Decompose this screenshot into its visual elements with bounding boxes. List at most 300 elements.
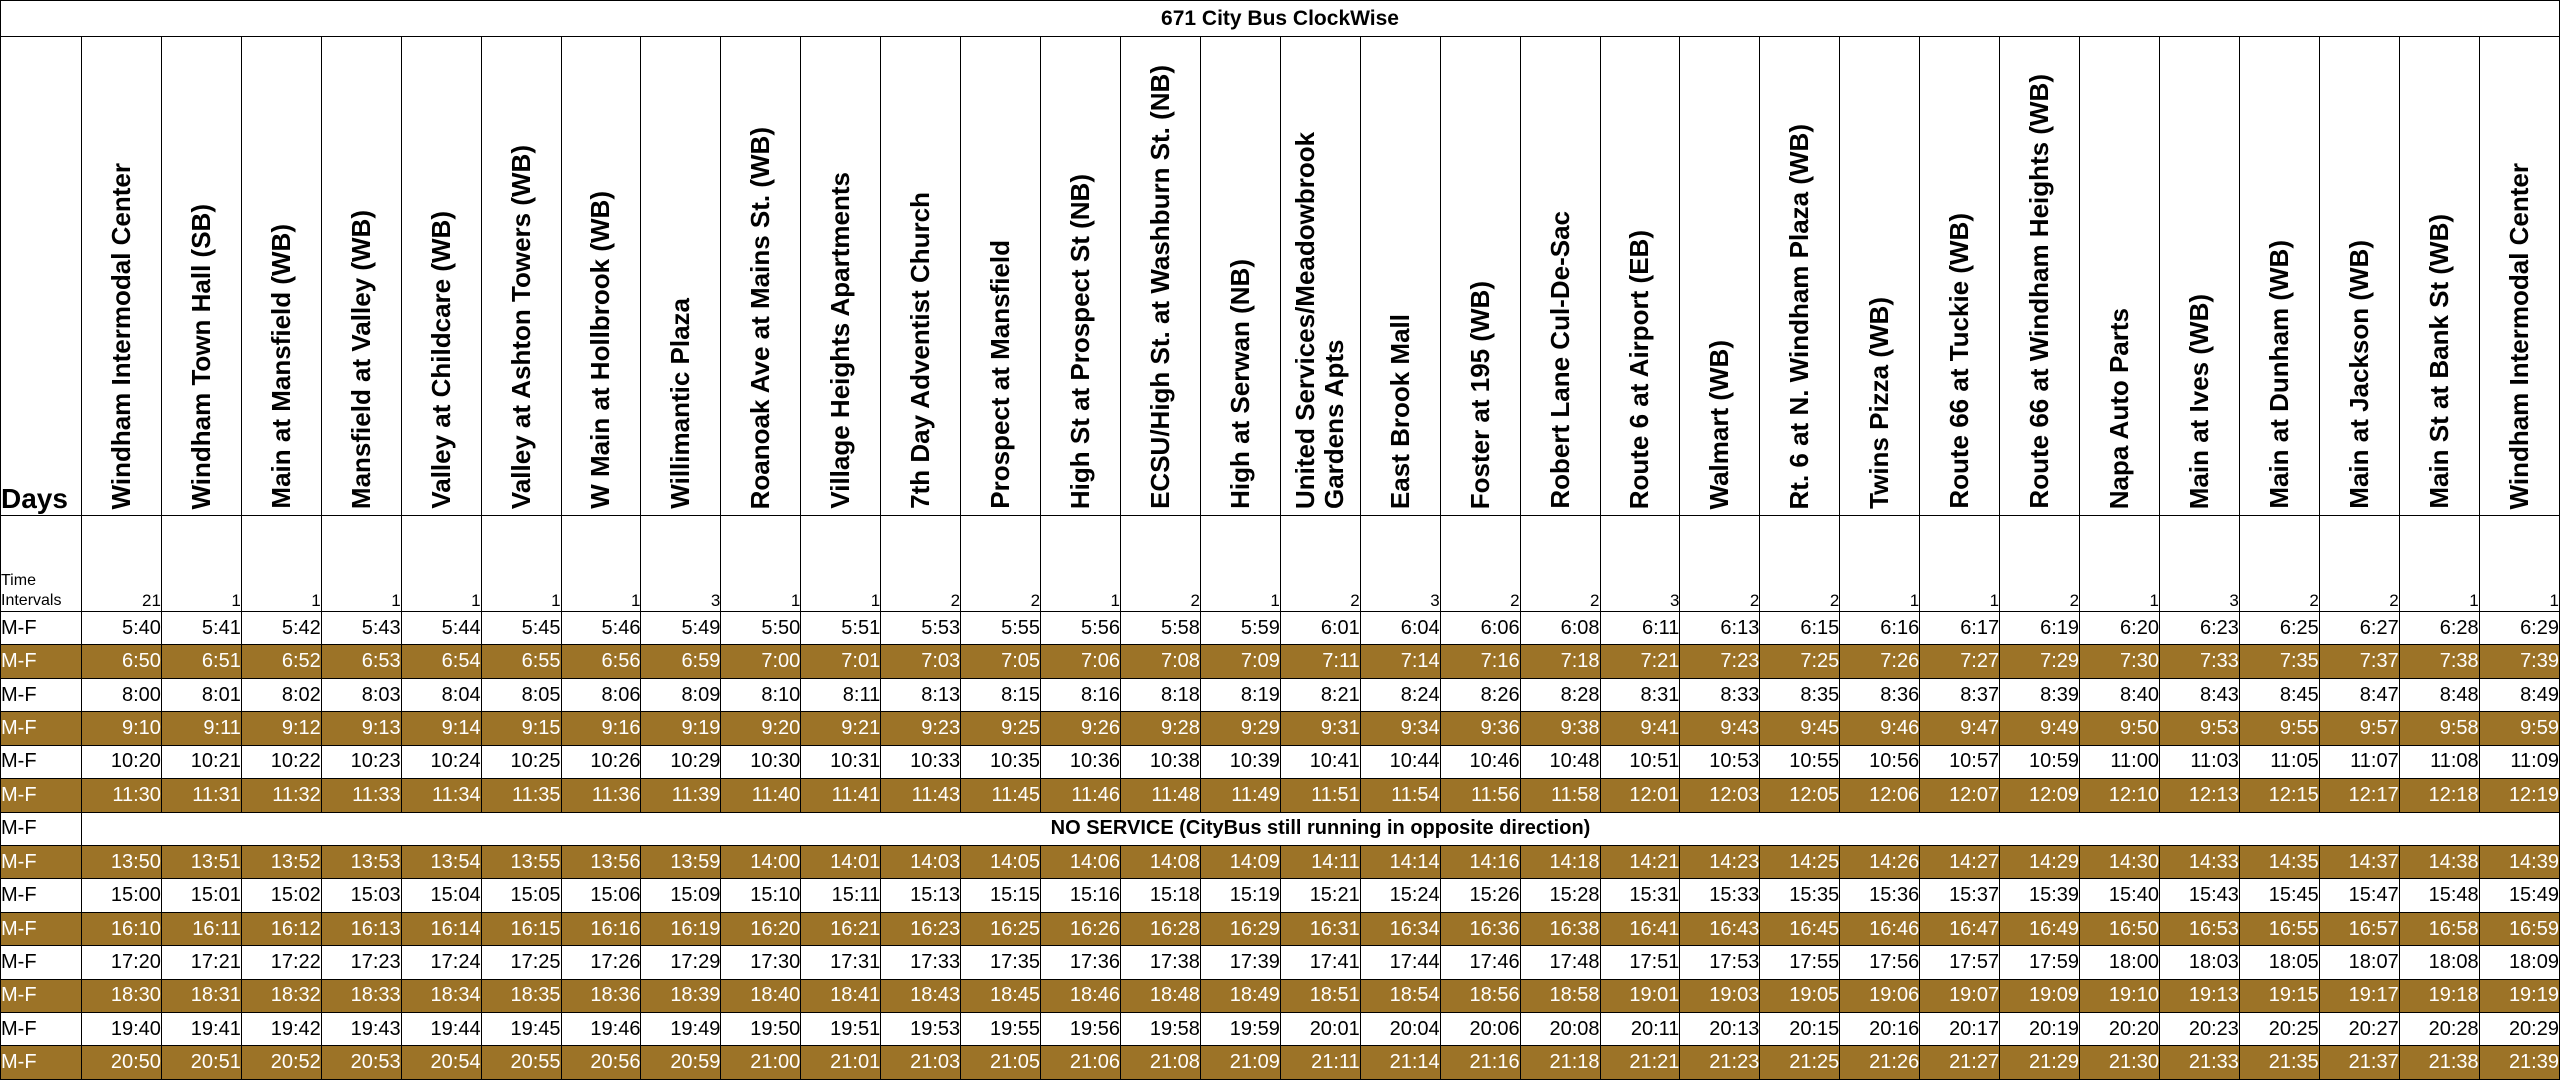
trip-time: 11:51 [1280, 779, 1360, 812]
trip-time: 10:26 [561, 745, 641, 778]
trip-time: 20:27 [2319, 1013, 2399, 1046]
trip-time: 19:06 [1840, 979, 1920, 1012]
trip-time: 16:29 [1200, 912, 1280, 945]
trip-time: 20:29 [2479, 1013, 2559, 1046]
trip-time: 13:51 [161, 845, 241, 878]
trip-time: 20:59 [641, 1046, 721, 1080]
trip-time: 10:22 [241, 745, 321, 778]
trip-time: 20:17 [1920, 1013, 2000, 1046]
trip-time: 5:53 [881, 612, 961, 645]
trip-time: 10:57 [1920, 745, 2000, 778]
time-interval-value: 3 [1600, 516, 1680, 612]
trip-time: 21:26 [1840, 1046, 1920, 1080]
trip-time: 15:15 [961, 879, 1041, 912]
stop-header [1840, 37, 1920, 516]
trip-time: 15:45 [2239, 879, 2319, 912]
stop-name: Route 6 at Airport (EB) [1624, 229, 1655, 509]
trip-time: 20:52 [241, 1046, 321, 1080]
trip-time: 10:24 [401, 745, 481, 778]
trip-day: M-F [1, 645, 82, 678]
stop-name: Main at Dunham (WB) [2263, 240, 2294, 509]
trip-time: 14:30 [2080, 845, 2160, 878]
trip-time: 15:31 [1600, 879, 1680, 912]
trip-time: 6:17 [1920, 612, 2000, 645]
trip-time: 9:59 [2479, 712, 2559, 745]
trip-time: 7:23 [1680, 645, 1760, 678]
trip-row [1, 678, 2560, 711]
trip-time: 17:48 [1520, 946, 1600, 979]
stop-header [1760, 37, 1840, 516]
trip-time: 17:24 [401, 946, 481, 979]
trip-time: 20:04 [1360, 1013, 1440, 1046]
trip-time: 8:40 [2080, 678, 2160, 711]
trip-time: 8:21 [1280, 678, 1360, 711]
trip-time: 21:11 [1280, 1046, 1360, 1080]
time-interval-value: 2 [1680, 516, 1760, 612]
trip-time: 8:05 [481, 678, 561, 711]
stop-header [2319, 37, 2399, 516]
time-interval-value: 2 [961, 516, 1041, 612]
trip-time: 16:20 [721, 912, 801, 945]
trip-time: 8:49 [2479, 678, 2559, 711]
trip-time: 13:50 [82, 845, 162, 878]
trip-time: 17:33 [881, 946, 961, 979]
trip-time: 20:19 [2000, 1013, 2080, 1046]
time-interval-value: 1 [801, 516, 881, 612]
trip-time: 6:55 [481, 645, 561, 678]
trip-time: 8:10 [721, 678, 801, 711]
trip-time: 21:01 [801, 1046, 881, 1080]
trip-time: 6:08 [1520, 612, 1600, 645]
trip-time: 20:15 [1760, 1013, 1840, 1046]
trip-time: 10:55 [1760, 745, 1840, 778]
trip-time: 16:14 [401, 912, 481, 945]
time-interval-value: 1 [1920, 516, 2000, 612]
trip-time: 19:49 [641, 1013, 721, 1046]
stop-name: Walmart (WB) [1704, 339, 1735, 509]
trip-time: 6:16 [1840, 612, 1920, 645]
trip-time: 16:59 [2479, 912, 2559, 945]
time-interval-value: 2 [881, 516, 961, 612]
trip-time: 16:55 [2239, 912, 2319, 945]
trip-time: 6:13 [1680, 612, 1760, 645]
trip-time: 18:34 [401, 979, 481, 1012]
stop-name: Main at Mansfield (WB) [265, 224, 296, 509]
trip-time: 7:30 [2080, 645, 2160, 678]
trip-time: 7:01 [801, 645, 881, 678]
stop-name: Napa Auto Parts [2104, 307, 2134, 509]
trip-time: 20:23 [2159, 1013, 2239, 1046]
trip-time: 9:45 [1760, 712, 1840, 745]
stop-name: Prospect at Mansfield [985, 240, 1016, 509]
trip-time: 21:05 [961, 1046, 1041, 1080]
stop-header-row [1, 37, 2560, 516]
trip-time: 19:59 [1200, 1013, 1280, 1046]
trip-time: 20:06 [1440, 1013, 1520, 1046]
trip-time: 7:29 [2000, 645, 2080, 678]
trip-time: 15:00 [82, 879, 162, 912]
trip-time: 14:18 [1520, 845, 1600, 878]
time-interval-value: 1 [161, 516, 241, 612]
trip-time: 18:41 [801, 979, 881, 1012]
trip-day: M-F [1, 779, 82, 812]
trip-time: 7:38 [2399, 645, 2479, 678]
trip-time: 6:53 [321, 645, 401, 678]
trip-time: 18:51 [1280, 979, 1360, 1012]
time-intervals-row [1, 516, 2560, 612]
trip-time: 5:50 [721, 612, 801, 645]
trip-time: 17:25 [481, 946, 561, 979]
trip-day: M-F [1, 946, 82, 979]
trip-time: 10:59 [2000, 745, 2080, 778]
trip-time: 7:09 [1200, 645, 1280, 678]
trip-time: 14:14 [1360, 845, 1440, 878]
stop-name: 7th Day Adventist Church [905, 192, 936, 509]
time-interval-value: 1 [1200, 516, 1280, 612]
trip-time: 11:00 [2080, 745, 2160, 778]
stop-name: Mansfield at Valley (WB) [345, 209, 376, 509]
trip-time: 5:45 [481, 612, 561, 645]
trip-time: 8:09 [641, 678, 721, 711]
trip-time: 16:23 [881, 912, 961, 945]
stop-name: Willimantic Plaza [665, 298, 696, 509]
trip-time: 6:51 [161, 645, 241, 678]
no-service-note: NO SERVICE (CityBus still running in opposite direction) [82, 812, 2560, 845]
trip-time: 9:26 [1041, 712, 1121, 745]
stop-header [561, 37, 641, 516]
trip-time: 13:54 [401, 845, 481, 878]
trip-time: 16:26 [1041, 912, 1121, 945]
stop-name: Roanoak Ave at Mains St. (WB) [745, 126, 776, 509]
stop-header [241, 37, 321, 516]
trip-time: 10:48 [1520, 745, 1600, 778]
time-interval-value: 2 [2239, 516, 2319, 612]
trip-time: 21:23 [1680, 1046, 1760, 1080]
stop-header [1440, 37, 1520, 516]
stop-name: Village Heights Apartments [825, 172, 856, 509]
trip-time: 15:28 [1520, 879, 1600, 912]
trip-time: 19:05 [1760, 979, 1840, 1012]
trip-time: 10:51 [1600, 745, 1680, 778]
trip-time: 19:46 [561, 1013, 641, 1046]
trip-time: 10:46 [1440, 745, 1520, 778]
trip-row [1, 979, 2560, 1012]
stop-header [481, 37, 561, 516]
trip-time: 8:02 [241, 678, 321, 711]
trip-time: 8:26 [1440, 678, 1520, 711]
trip-time: 16:58 [2399, 912, 2479, 945]
trip-time: 12:18 [2399, 779, 2479, 812]
trip-time: 11:40 [721, 779, 801, 812]
time-intervals-label: Time Intervals [1, 516, 82, 612]
stop-name: Valley at Ashton Towers (WB) [505, 144, 536, 509]
trip-time: 7:14 [1360, 645, 1440, 678]
trip-time: 13:53 [321, 845, 401, 878]
trip-time: 10:25 [481, 745, 561, 778]
trip-time: 14:00 [721, 845, 801, 878]
stop-header [1360, 37, 1440, 516]
trip-time: 8:19 [1200, 678, 1280, 711]
trip-time: 9:12 [241, 712, 321, 745]
time-interval-value: 2 [2319, 516, 2399, 612]
trip-time: 20:51 [161, 1046, 241, 1080]
time-interval-value: 3 [1360, 516, 1440, 612]
trip-day: M-F [1, 879, 82, 912]
trip-row [1, 712, 2560, 745]
trip-time: 15:47 [2319, 879, 2399, 912]
trip-time: 6:50 [82, 645, 162, 678]
trip-time: 12:06 [1840, 779, 1920, 812]
trip-time: 14:26 [1840, 845, 1920, 878]
time-interval-value: 3 [2159, 516, 2239, 612]
trip-time: 11:43 [881, 779, 961, 812]
trip-time: 17:21 [161, 946, 241, 979]
trip-time: 18:07 [2319, 946, 2399, 979]
trip-time: 9:46 [1840, 712, 1920, 745]
trip-time: 20:56 [561, 1046, 641, 1080]
trip-time: 20:16 [1840, 1013, 1920, 1046]
trip-time: 11:34 [401, 779, 481, 812]
trip-time: 15:24 [1360, 879, 1440, 912]
stop-header [2000, 37, 2080, 516]
trip-time: 12:07 [1920, 779, 2000, 812]
trip-time: 14:27 [1920, 845, 2000, 878]
trip-row [1, 845, 2560, 878]
time-interval-value: 3 [641, 516, 721, 612]
trip-time: 7:06 [1041, 645, 1121, 678]
stop-name: ECSU/High St. at Washburn St. (NB) [1144, 65, 1175, 509]
trip-time: 14:03 [881, 845, 961, 878]
trip-time: 19:44 [401, 1013, 481, 1046]
stop-header [2159, 37, 2239, 516]
trip-time: 10:53 [1680, 745, 1760, 778]
trip-time: 9:31 [1280, 712, 1360, 745]
trip-time: 9:10 [82, 712, 162, 745]
trip-time: 11:30 [82, 779, 162, 812]
trip-time: 15:09 [641, 879, 721, 912]
trip-time: 16:16 [561, 912, 641, 945]
trip-time: 14:38 [2399, 845, 2479, 878]
stop-header [2080, 37, 2160, 516]
trip-time: 16:50 [2080, 912, 2160, 945]
trip-time: 5:56 [1041, 612, 1121, 645]
trip-time: 9:19 [641, 712, 721, 745]
trip-time: 16:47 [1920, 912, 2000, 945]
time-interval-value: 2 [1280, 516, 1360, 612]
trip-time: 14:23 [1680, 845, 1760, 878]
trip-time: 17:36 [1041, 946, 1121, 979]
stop-name: United Services/Meadowbrook Gardens Apts [1290, 131, 1350, 509]
stop-header [2239, 37, 2319, 516]
trip-time: 6:27 [2319, 612, 2399, 645]
trip-row [1, 879, 2560, 912]
trip-time: 17:26 [561, 946, 641, 979]
trip-time: 19:40 [82, 1013, 162, 1046]
trip-time: 14:09 [1200, 845, 1280, 878]
trip-time: 21:06 [1041, 1046, 1121, 1080]
trip-time: 17:51 [1600, 946, 1680, 979]
trip-time: 7:03 [881, 645, 961, 678]
trip-time: 9:38 [1520, 712, 1600, 745]
trip-time: 5:40 [82, 612, 162, 645]
trip-time: 9:41 [1600, 712, 1680, 745]
trip-time: 6:56 [561, 645, 641, 678]
stop-header [881, 37, 961, 516]
stop-header [801, 37, 881, 516]
stop-header [1280, 37, 1360, 516]
trip-time: 6:20 [2080, 612, 2160, 645]
trip-time: 21:09 [1200, 1046, 1280, 1080]
trip-row [1, 946, 2560, 979]
time-interval-value: 21 [82, 516, 162, 612]
trip-time: 18:43 [881, 979, 961, 1012]
trip-time: 11:09 [2479, 745, 2559, 778]
trip-time: 16:10 [82, 912, 162, 945]
stop-name: Rt. 6 at N. Windham Plaza (WB) [1784, 123, 1815, 509]
trip-time: 8:01 [161, 678, 241, 711]
trip-time: 21:35 [2239, 1046, 2319, 1080]
trip-time: 19:43 [321, 1013, 401, 1046]
stop-header [1120, 37, 1200, 516]
trip-time: 21:08 [1120, 1046, 1200, 1080]
trip-time: 18:03 [2159, 946, 2239, 979]
trip-time: 9:23 [881, 712, 961, 745]
trip-time: 11:45 [961, 779, 1041, 812]
trip-time: 18:58 [1520, 979, 1600, 1012]
trip-time: 21:37 [2319, 1046, 2399, 1080]
trip-time: 6:04 [1360, 612, 1440, 645]
time-interval-value: 1 [2080, 516, 2160, 612]
stop-name: Windham Intermodal Center [2503, 162, 2534, 509]
stop-name: Twins Pizza (WB) [1864, 297, 1895, 509]
trip-time: 19:13 [2159, 979, 2239, 1012]
timetable-title: 671 City Bus ClockWise [1, 1, 2560, 37]
trip-time: 21:03 [881, 1046, 961, 1080]
trip-time: 11:41 [801, 779, 881, 812]
trip-time: 15:01 [161, 879, 241, 912]
trips-body [1, 612, 2560, 1080]
trip-time: 12:09 [2000, 779, 2080, 812]
trip-time: 14:35 [2239, 845, 2319, 878]
trip-time: 8:45 [2239, 678, 2319, 711]
stop-name: Route 66 at Tuckie (WB) [1944, 213, 1975, 509]
trip-time: 9:29 [1200, 712, 1280, 745]
trip-time: 10:23 [321, 745, 401, 778]
trip-time: 8:35 [1760, 678, 1840, 711]
trip-time: 18:48 [1120, 979, 1200, 1012]
trip-time: 15:26 [1440, 879, 1520, 912]
stop-name: Robert Lane Cul-De-Sac [1544, 211, 1575, 509]
trip-time: 13:55 [481, 845, 561, 878]
stop-name: Windham Intermodal Center [105, 162, 136, 509]
trip-time: 19:51 [801, 1013, 881, 1046]
time-interval-value: 2 [1120, 516, 1200, 612]
trip-time: 11:58 [1520, 779, 1600, 812]
trip-day: M-F [1, 678, 82, 711]
trip-time: 7:18 [1520, 645, 1600, 678]
stop-name: East Brook Mall [1384, 313, 1415, 509]
trip-time: 16:43 [1680, 912, 1760, 945]
time-interval-value: 2 [1760, 516, 1840, 612]
trip-time: 12:10 [2080, 779, 2160, 812]
trip-time: 20:50 [82, 1046, 162, 1080]
trip-time: 12:19 [2479, 779, 2559, 812]
trip-time: 11:54 [1360, 779, 1440, 812]
trip-time: 14:01 [801, 845, 881, 878]
time-interval-value: 1 [321, 516, 401, 612]
trip-time: 20:28 [2399, 1013, 2479, 1046]
trip-time: 7:08 [1120, 645, 1200, 678]
trip-time: 6:06 [1440, 612, 1520, 645]
trip-time: 18:31 [161, 979, 241, 1012]
stop-name: Windham Town Hall (SB) [185, 203, 216, 509]
trip-time: 19:15 [2239, 979, 2319, 1012]
no-service-row [1, 812, 2560, 845]
trip-time: 20:25 [2239, 1013, 2319, 1046]
trip-time: 7:00 [721, 645, 801, 678]
trip-time: 17:35 [961, 946, 1041, 979]
trip-time: 7:37 [2319, 645, 2399, 678]
trip-time: 9:13 [321, 712, 401, 745]
trip-time: 15:39 [2000, 879, 2080, 912]
trip-time: 18:32 [241, 979, 321, 1012]
trip-time: 14:25 [1760, 845, 1840, 878]
trip-time: 15:10 [721, 879, 801, 912]
stop-name: Foster at 195 (WB) [1464, 280, 1495, 509]
trip-time: 21:21 [1600, 1046, 1680, 1080]
trip-time: 6:59 [641, 645, 721, 678]
trip-row [1, 645, 2560, 678]
trip-time: 10:33 [881, 745, 961, 778]
trip-time: 10:41 [1280, 745, 1360, 778]
trip-time: 19:17 [2319, 979, 2399, 1012]
trip-time: 11:05 [2239, 745, 2319, 778]
trip-time: 14:39 [2479, 845, 2559, 878]
trip-time: 12:15 [2239, 779, 2319, 812]
trip-time: 8:00 [82, 678, 162, 711]
trip-time: 21:14 [1360, 1046, 1440, 1080]
title-row [1, 1, 2560, 37]
trip-time: 15:35 [1760, 879, 1840, 912]
trip-time: 16:45 [1760, 912, 1840, 945]
trip-time: 14:11 [1280, 845, 1360, 878]
trip-time: 6:11 [1600, 612, 1680, 645]
trip-time: 19:10 [2080, 979, 2160, 1012]
trip-time: 18:45 [961, 979, 1041, 1012]
trip-time: 21:16 [1440, 1046, 1520, 1080]
stop-name: Route 66 at Windham Heights (WB) [2024, 74, 2055, 509]
trip-day: M-F [1, 912, 82, 945]
trip-time: 14:05 [961, 845, 1041, 878]
trip-time: 17:39 [1200, 946, 1280, 979]
time-interval-value: 1 [721, 516, 801, 612]
time-interval-value: 2 [2000, 516, 2080, 612]
trip-time: 9:36 [1440, 712, 1520, 745]
trip-time: 18:56 [1440, 979, 1520, 1012]
trip-time: 15:02 [241, 879, 321, 912]
trip-row [1, 1013, 2560, 1046]
trip-time: 8:28 [1520, 678, 1600, 711]
trip-time: 21:39 [2479, 1046, 2559, 1080]
trip-time: 7:25 [1760, 645, 1840, 678]
trip-time: 7:05 [961, 645, 1041, 678]
trip-time: 15:13 [881, 879, 961, 912]
trip-time: 10:39 [1200, 745, 1280, 778]
stop-header [1920, 37, 2000, 516]
trip-time: 17:59 [2000, 946, 2080, 979]
trip-time: 9:20 [721, 712, 801, 745]
trip-time: 19:07 [1920, 979, 2000, 1012]
